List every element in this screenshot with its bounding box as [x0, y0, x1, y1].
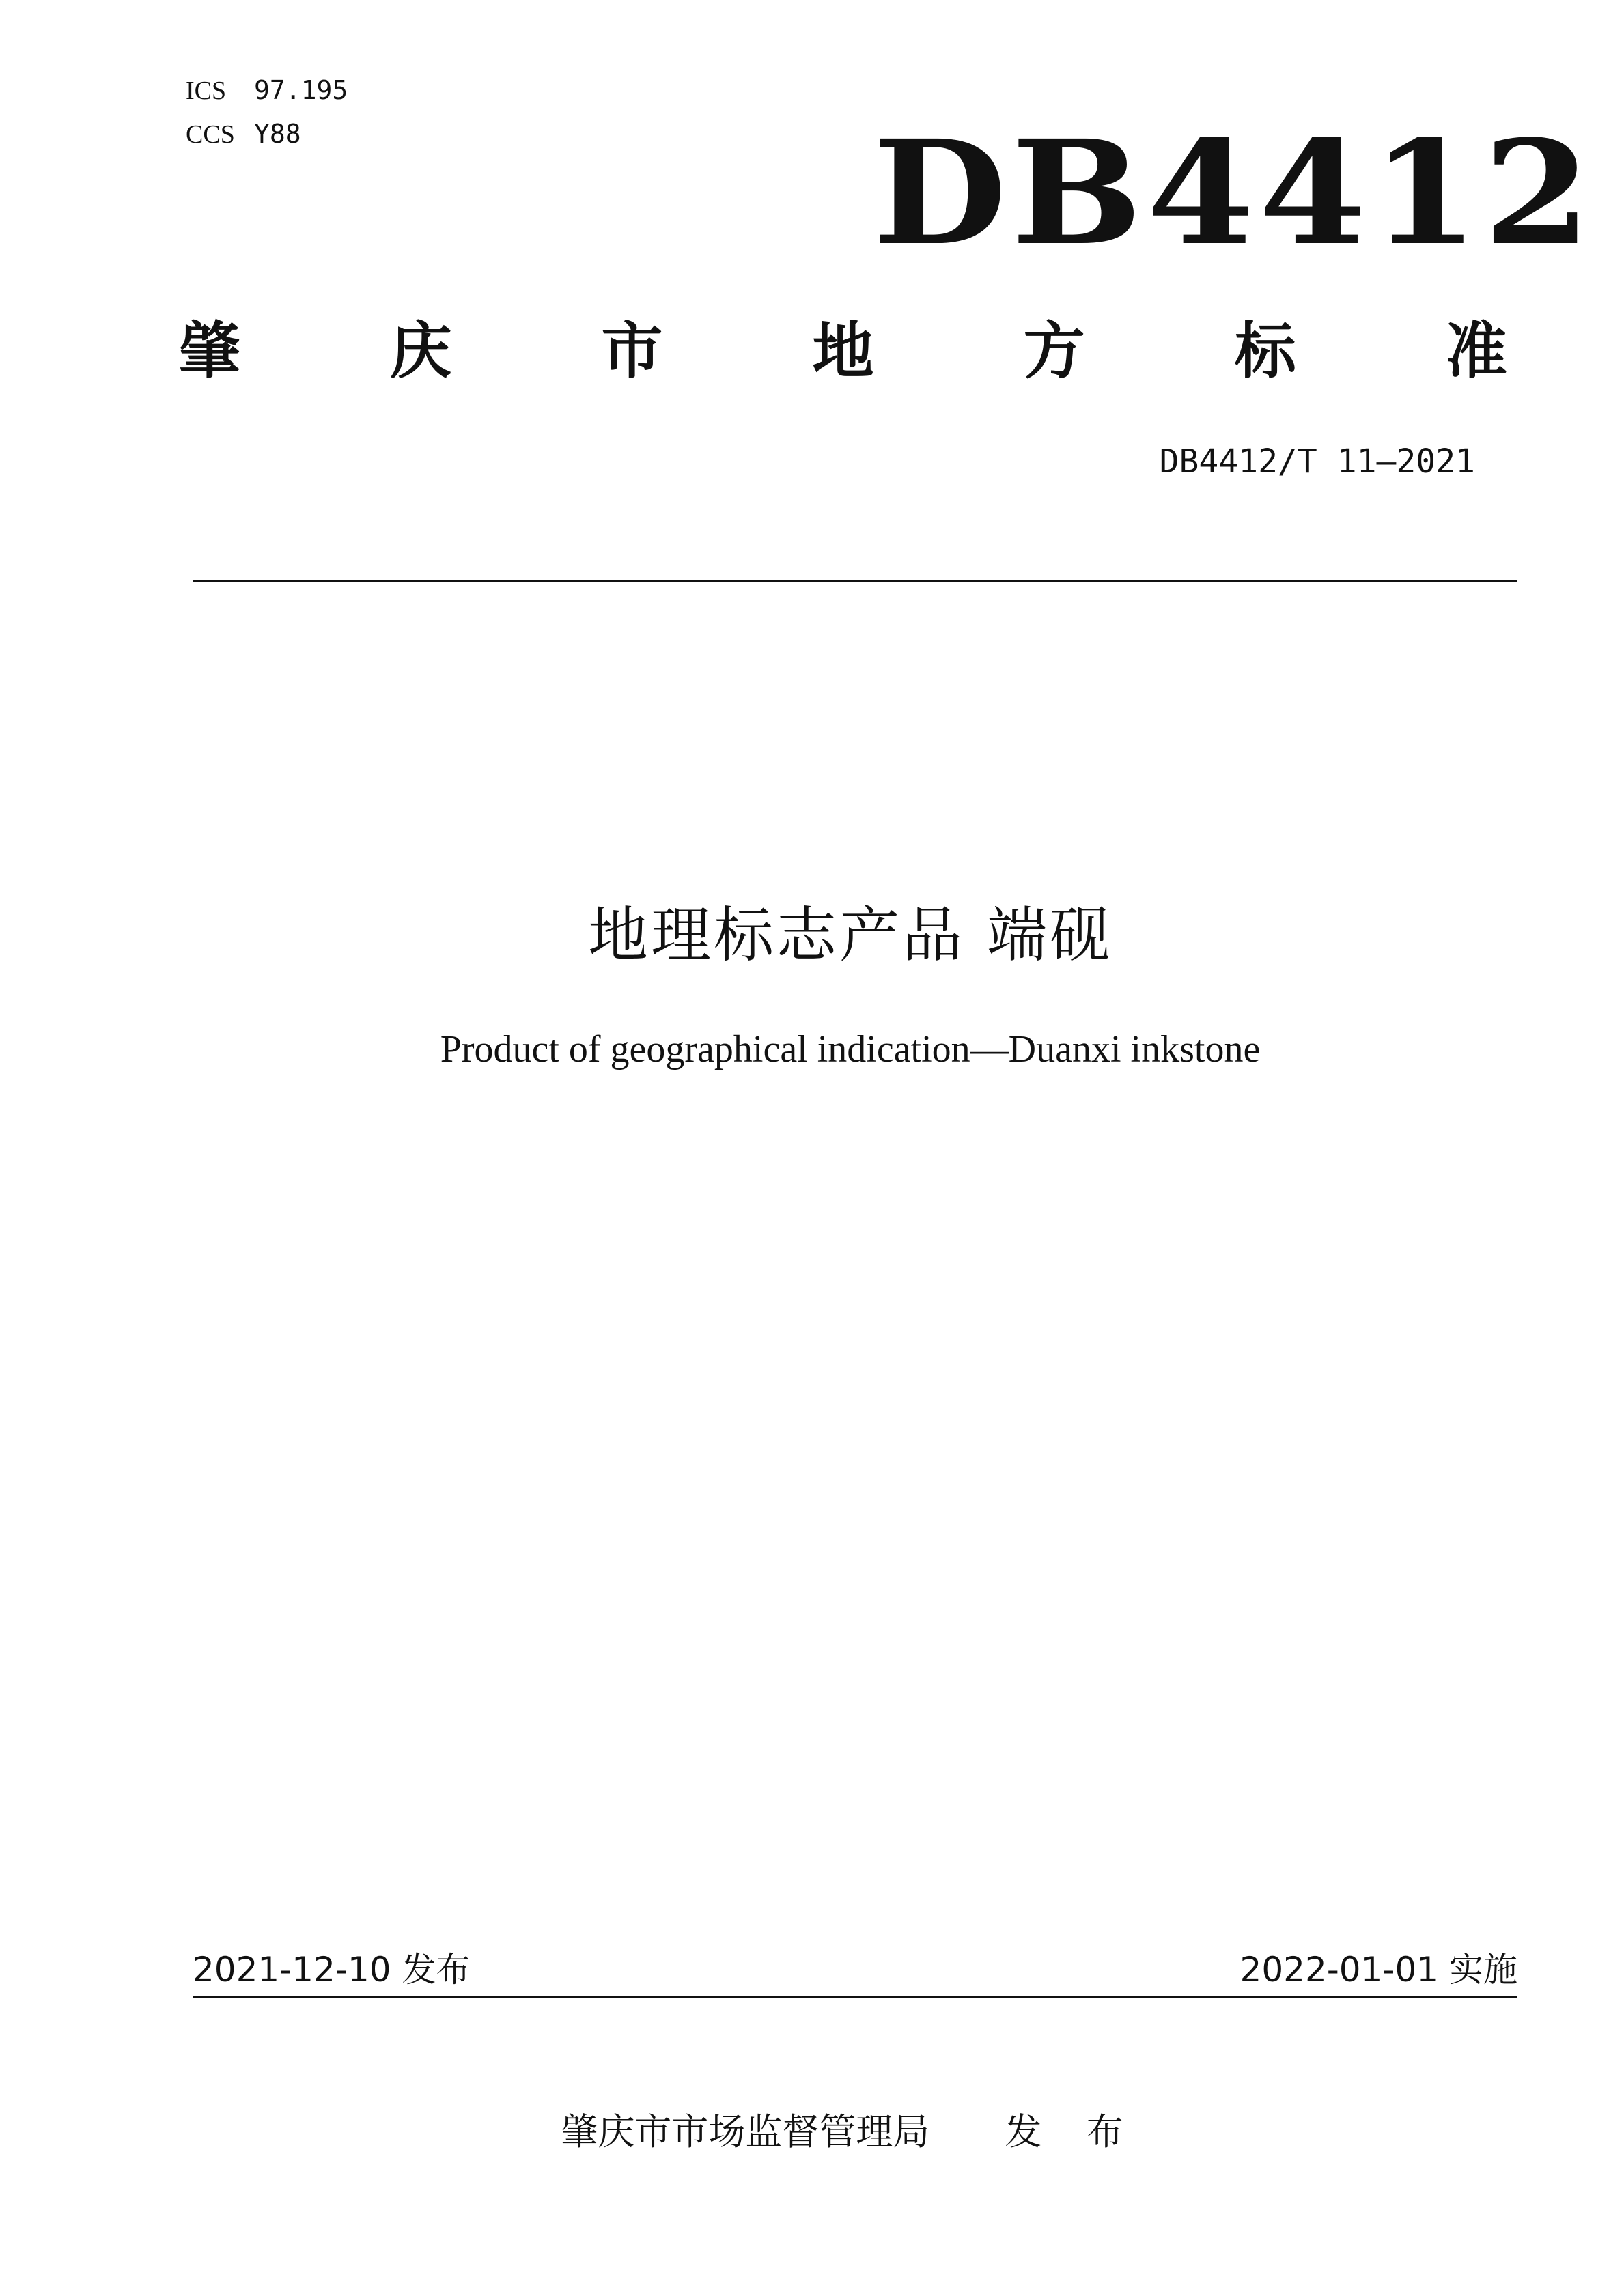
ics-label: ICS [186, 76, 227, 105]
issuer-line [0, 2103, 1624, 2155]
standard-type-char: 方 [1023, 315, 1085, 387]
ccs-label: CCS [186, 120, 235, 149]
bottom-divider [193, 1996, 1517, 1998]
standard-type-heading [179, 311, 1507, 393]
standard-type-char: 肇 [179, 315, 240, 387]
document-title-zh: 地理标志产品 端砚 [588, 900, 1112, 970]
ccs-value: Y88 [254, 119, 301, 149]
standard-type-char: 标 [1234, 315, 1296, 387]
document-title-en: Product of geographical indication—Duanxi inkstone [440, 1028, 1261, 1071]
standard-type-char: 市 [601, 315, 663, 387]
ics-value: 97.195 [254, 75, 348, 105]
standard-type-char: 准 [1445, 315, 1507, 387]
issuing-authority: 肇庆市市场监督管理局 [561, 2110, 930, 2153]
ics-code [186, 75, 348, 106]
standard-number: DB4412/T 11—2021 [1159, 442, 1475, 481]
ccs-code [186, 119, 301, 150]
issuer-action: 发 布 [1005, 2110, 1140, 2153]
implement-date: 2022-01-01 实施 [1240, 1950, 1517, 1989]
top-divider [193, 580, 1517, 582]
publish-date: 2021-12-10 发布 [193, 1950, 471, 1989]
standard-mark: DB4412 [872, 109, 1596, 277]
standard-type-char: 地 [812, 315, 874, 387]
standard-type-char: 庆 [390, 315, 452, 387]
